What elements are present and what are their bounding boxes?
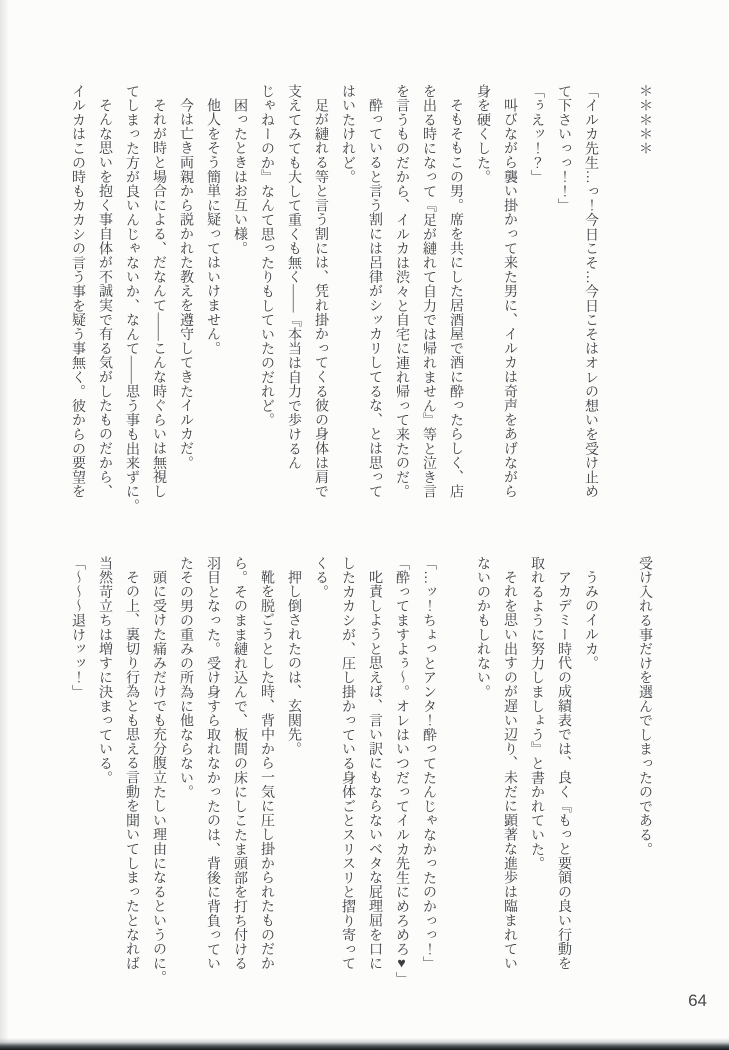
scan-edge-left-shadow: [0, 0, 9, 1050]
text-line: 当然苛立ちは増すに決まっている。: [97, 556, 112, 785]
text-line: アカデミー時代の成績表では、良く『もっと要領の良い行動を: [556, 570, 571, 971]
text-line: そもそもこの男。席を共にした居酒屋で酒に酔ったらしく、店: [448, 98, 463, 499]
text-line: 「酔ってますよぅ〜。オレはいつだってイルカ先生にめろめろ♥」: [394, 556, 409, 986]
text-line: 今は亡き両親から説かれた教えを遵守してきたイルカだ。: [178, 98, 193, 470]
text-line: それを思い出すのが遅い辺り、未だに顕著な進歩は臨まれてい: [502, 570, 517, 971]
text-line: 押し倒されたのは、玄関先。: [286, 570, 301, 756]
text-line: それが時と場合による、だなんて――こんな時ぐらいは無視し: [151, 98, 166, 499]
text-line: 「イルカ先生…っ！今日こそ…今日こそはオレの想いを受け止め: [583, 84, 598, 499]
page-number: 64: [688, 991, 707, 1010]
scan-edge-bottom-shadow: [0, 1038, 729, 1050]
scene-divider: ＊＊＊＊＊: [637, 84, 652, 156]
text-line: ら。そのまま縺れ込んで、板間の床にしこたま頭部を打ち付ける: [232, 556, 247, 971]
text-line: を言うものだから、イルカは渋々と自宅に連れ帰って来たのだ。: [394, 84, 409, 499]
text-line: イルカはこの時もカカシの言う事を疑う事無く。彼からの要望を: [70, 84, 85, 499]
text-line: 羽目となった。受け身すら取れなかったのは、背後に背負ってい: [205, 556, 220, 971]
text-line: 「ぅえッ！？」: [529, 84, 544, 185]
text-line: 困ったときはお互い様。: [232, 98, 247, 256]
text-line: 足が縺れる等と言う割には、凭れ掛かってくる彼の身体は肩で: [313, 98, 328, 499]
text-line: ないのかもしれない。: [475, 556, 490, 699]
text-line: 「…ッ！ちょっとアンタ！酔ってたんじゃなかったのかっっ！」: [421, 556, 436, 971]
text-line: くる。: [313, 556, 328, 599]
text-line: 靴を脱ごうとした時、背中から一気に圧し掛かられたものだか: [259, 570, 274, 971]
text-line: 支えてみても大して重くも無く――『本当は自力で歩けるん: [286, 84, 301, 471]
text-line: を出る時になって『足が縺れて自力では帰れません』等と泣き言: [421, 84, 436, 499]
text-line: 酔っていると言う割には呂律がシッカリしてるな、とは思って: [367, 98, 382, 499]
text-line: 取れるように努力しましょう』と書かれていた。: [529, 556, 544, 871]
text-line: 頭に受けた痛みだけでも充分腹立たしい理由になるというのに。: [151, 570, 166, 985]
text-line: したカカシが、圧し掛かっている身体ごとスリスリと摺り寄って: [340, 556, 355, 971]
text-line: はいたけれど。: [340, 84, 355, 185]
text-line: そんな思いを抱く事自体が不誠実で有る気がしたものだから、: [97, 98, 112, 499]
lower-text-block: [64, 556, 658, 986]
text-line: 受け入れる事だけを選んでしまったのである。: [637, 556, 652, 857]
upper-text-block: [64, 84, 658, 512]
text-line: じゃねーのか』なんて思ったりもしていたのだれど。: [259, 84, 274, 428]
text-line: その上、裏切り行為とも思える言動を聞いてしまったとなれば: [124, 570, 139, 971]
text-line: 身を硬くした。: [475, 84, 490, 185]
text-line: てしまった方が良いんじゃないか、なんて――思う事も出来ずに。: [124, 84, 139, 513]
text-line: たその男の重みの所為に他ならない。: [178, 556, 193, 800]
text-line: 叫びながら襲い掛かって来た男に、イルカは奇声をあげながら: [502, 98, 517, 499]
text-line: て下さいっっ！！」: [556, 84, 571, 213]
text-line: 「〜〜〜退けッッ！」: [70, 556, 85, 699]
text-line: うみのイルカ。: [583, 570, 598, 671]
text-line: 叱責しようと思えば、言い訳にもならないベタな屁理屈を口に: [367, 570, 382, 971]
text-line: 他人をそう簡単に疑ってはいけません。: [205, 98, 220, 356]
